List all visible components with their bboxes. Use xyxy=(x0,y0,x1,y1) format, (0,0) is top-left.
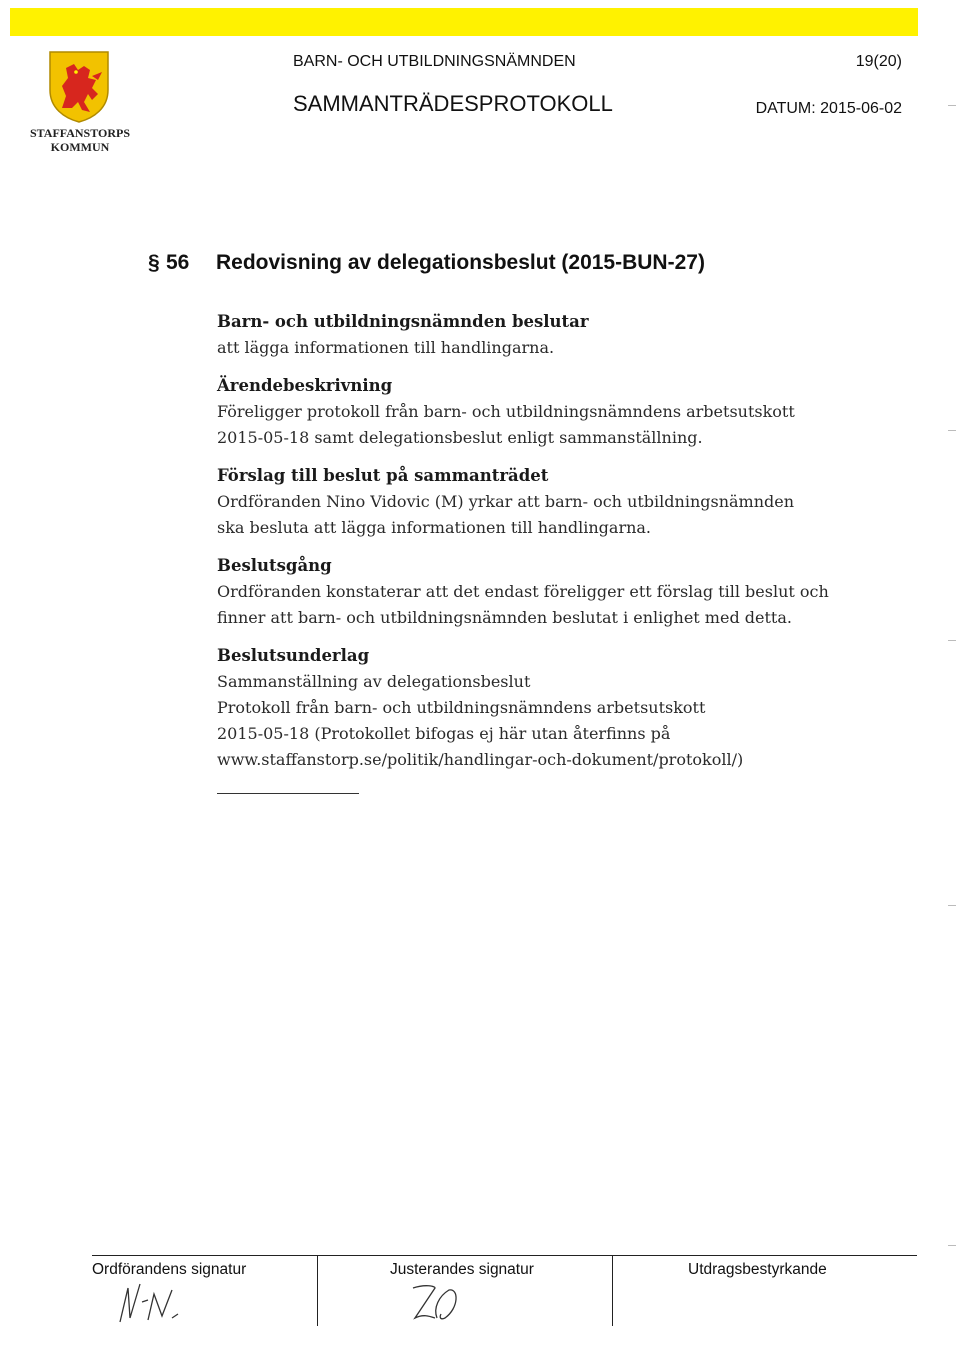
page-number: 19(20) xyxy=(855,53,902,70)
certification-label: Utdragsbestyrkande xyxy=(688,1261,827,1278)
scan-edge-mark xyxy=(948,430,956,431)
basis-line: Protokoll från barn- och utbildningsnämndens arbetsutskott xyxy=(217,698,706,717)
signature-footer xyxy=(92,1255,917,1331)
adjuster-signature-box xyxy=(317,1256,613,1326)
municipality-name-line-2: KOMMUN xyxy=(50,140,110,154)
basis-text xyxy=(217,669,857,773)
scan-edge-mark xyxy=(948,1245,956,1246)
top-color-bar xyxy=(10,8,918,36)
protocol-body xyxy=(217,309,857,794)
basis-line: www.staffanstorp.se/politik/handlingar-och-dokument/protokoll/) xyxy=(217,750,744,769)
proposal-line: Ordföranden Nino Vidovic (M) yrkar att barn- och utbildningsnämnden xyxy=(217,492,795,511)
municipality-coat-of-arms-icon xyxy=(48,50,110,124)
adjuster-signature-label: Justerandes signatur xyxy=(390,1261,534,1278)
chair-handwritten-signature xyxy=(114,1278,184,1326)
decision-text: att lägga informationen till handlingarna. xyxy=(217,338,555,357)
paragraph-heading xyxy=(148,251,705,275)
case-description-line: 2015-05-18 samt delegationsbeslut enligt sammanställning. xyxy=(217,428,703,447)
basis-heading: Beslutsunderlag xyxy=(217,646,370,665)
chair-signature-box xyxy=(92,1256,318,1326)
municipality-name xyxy=(25,126,135,154)
committee-name: BARN- OCH UTBILDNINGSNÄMNDEN xyxy=(293,53,576,70)
certification-box xyxy=(612,1256,917,1326)
chair-signature-label: Ordförandens signatur xyxy=(92,1261,247,1278)
paragraph-number: 56 xyxy=(166,251,190,274)
document-date: DATUM: 2015-06-02 xyxy=(755,100,902,117)
procedure-heading: Beslutsgång xyxy=(217,556,332,575)
case-description-heading: Ärendebeskrivning xyxy=(217,376,393,395)
scan-edge-mark xyxy=(948,905,956,906)
proposal-heading: Förslag till beslut på sammanträdet xyxy=(217,466,549,485)
case-description-line: Föreligger protokoll från barn- och utbildningsnämndens arbetsutskott xyxy=(217,402,795,421)
scan-edge-mark xyxy=(948,105,956,106)
paragraph-title: Redovisning av delegationsbeslut (2015-BUN-27) xyxy=(216,251,705,274)
proposal-text xyxy=(217,489,857,541)
procedure-line: finner att barn- och utbildningsnämnden beslutat i enlighet med detta. xyxy=(217,608,792,627)
section-symbol: § xyxy=(148,251,160,274)
case-description-text xyxy=(217,399,857,451)
procedure-text xyxy=(217,579,857,631)
basis-line: 2015-05-18 (Protokollet bifogas ej här utan återfinns på xyxy=(217,724,671,743)
procedure-line: Ordföranden konstaterar att det endast föreligger ett förslag till beslut och xyxy=(217,582,829,601)
adjuster-handwritten-signature xyxy=(405,1278,465,1326)
municipality-name-line-1: STAFFANSTORPS xyxy=(29,126,131,140)
proposal-line: ska besluta att lägga informationen till handlingarna. xyxy=(217,518,652,537)
decision-heading: Barn- och utbildningsnämnden beslutar xyxy=(217,312,589,331)
basis-line: Sammanställning av delegationsbeslut xyxy=(217,672,531,691)
scan-edge-mark xyxy=(948,640,956,641)
end-of-section-rule xyxy=(217,793,359,794)
document-title: SAMMANTRÄDESPROTOKOLL xyxy=(293,91,613,116)
